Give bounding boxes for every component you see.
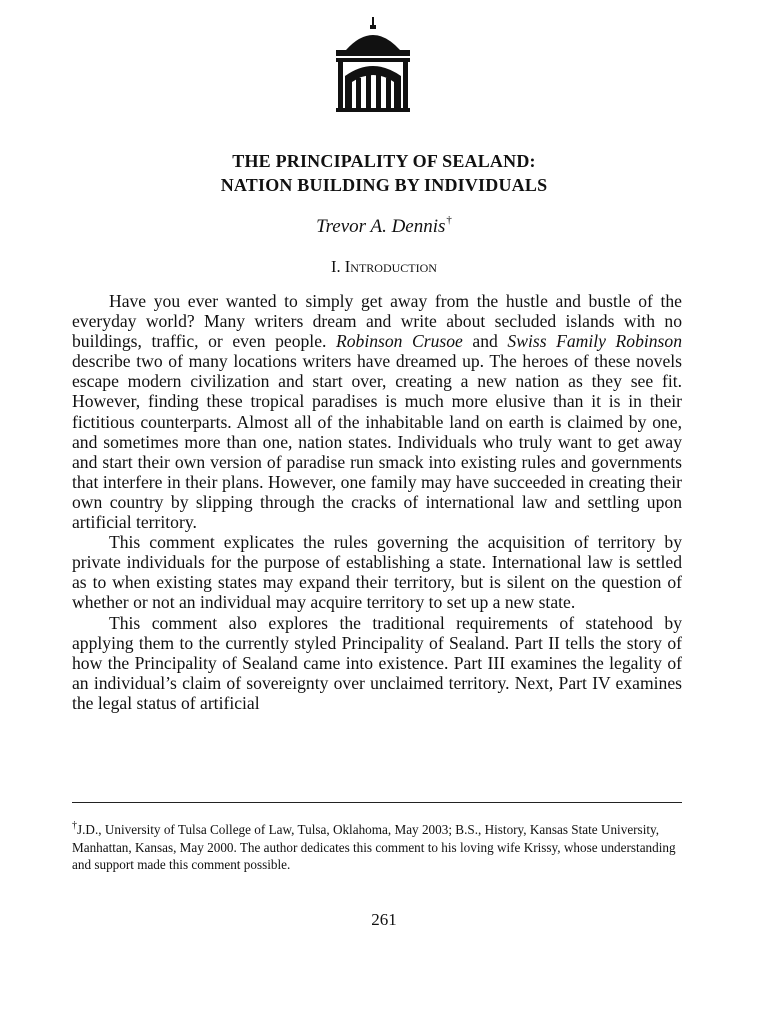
paragraph-1-text-c: describe two of many locations writers have dreamed up. The heroes of these novels escape modern civilization and start over, creating a new nation as they see fit. However, finding these tropical paradises is much more elusive than it is in their fictitious counterparts. Almost all of the inhabitable land on earth is claimed by one, and sometimes more than one, nation states. Individuals who truly want to get away and start their own version of paradise run smack into existing rules and governments that interfere in their plans. However, one family may have succeeded in creating their own country by slipping through the cracks of international law and settling upon artificial territory. <box>72 351 682 533</box>
book-title-robinson-crusoe: Robinson Crusoe <box>335 331 463 352</box>
paragraph-1-text-b: and <box>462 331 508 352</box>
section-heading <box>0 257 768 277</box>
section-number: I. <box>331 257 341 276</box>
article-body <box>72 291 682 713</box>
paragraph-2: This comment explicates the rules governing the acquisition of territory by private individuals for the purpose of establishing a state. International law is settled as to when existing states may expand their territory, but is silent on the question of whether or not an individual may acquire territory to set up a new state. <box>72 532 682 613</box>
paragraph-1 <box>72 291 682 532</box>
page-number: 261 <box>371 910 397 929</box>
article-title-line-2: NATION BUILDING BY INDIVIDUALS <box>220 175 548 195</box>
paragraph-3: This comment also explores the traditional requirements of statehood by applying them to the currently styled Principality of Sealand. Part II tells the story of how the Principality of Sealand came into existence. Part III examines the legality of an individual’s claim of sovereignty over unclaimed territory. Next, Part IV examines the legal status of artificial <box>72 612 682 713</box>
book-title-swiss-family-robinson: Swiss Family Robinson <box>507 331 682 352</box>
paragraph-1-text-a: Have you ever wanted to simply get away from the hustle and bustle of the everyday world? Many writers dream and write about secluded islands with no buildings, traffic, or even people. <box>72 291 682 352</box>
article-title-line-1: THE PRINCIPALITY OF SEALAND: <box>232 151 536 171</box>
author-footnote-mark: † <box>446 214 452 226</box>
footnote-text: J.D., University of Tulsa College of Law, Tulsa, Oklahoma, May 2003; B.S., History, Kansas State University, Manhattan, Kansas, May 2000. The author dedicates this comment to his loving wife Krissy, whose understanding and support made this comment possible. <box>72 822 676 872</box>
author-name: Trevor A. Dennis <box>316 216 446 237</box>
building-dome-logo-icon <box>332 16 414 112</box>
section-title: Introduction <box>344 257 437 276</box>
footnote-mark: † <box>72 820 77 831</box>
footnote-divider <box>72 802 682 803</box>
footnote <box>72 817 682 874</box>
author-byline <box>0 214 768 238</box>
